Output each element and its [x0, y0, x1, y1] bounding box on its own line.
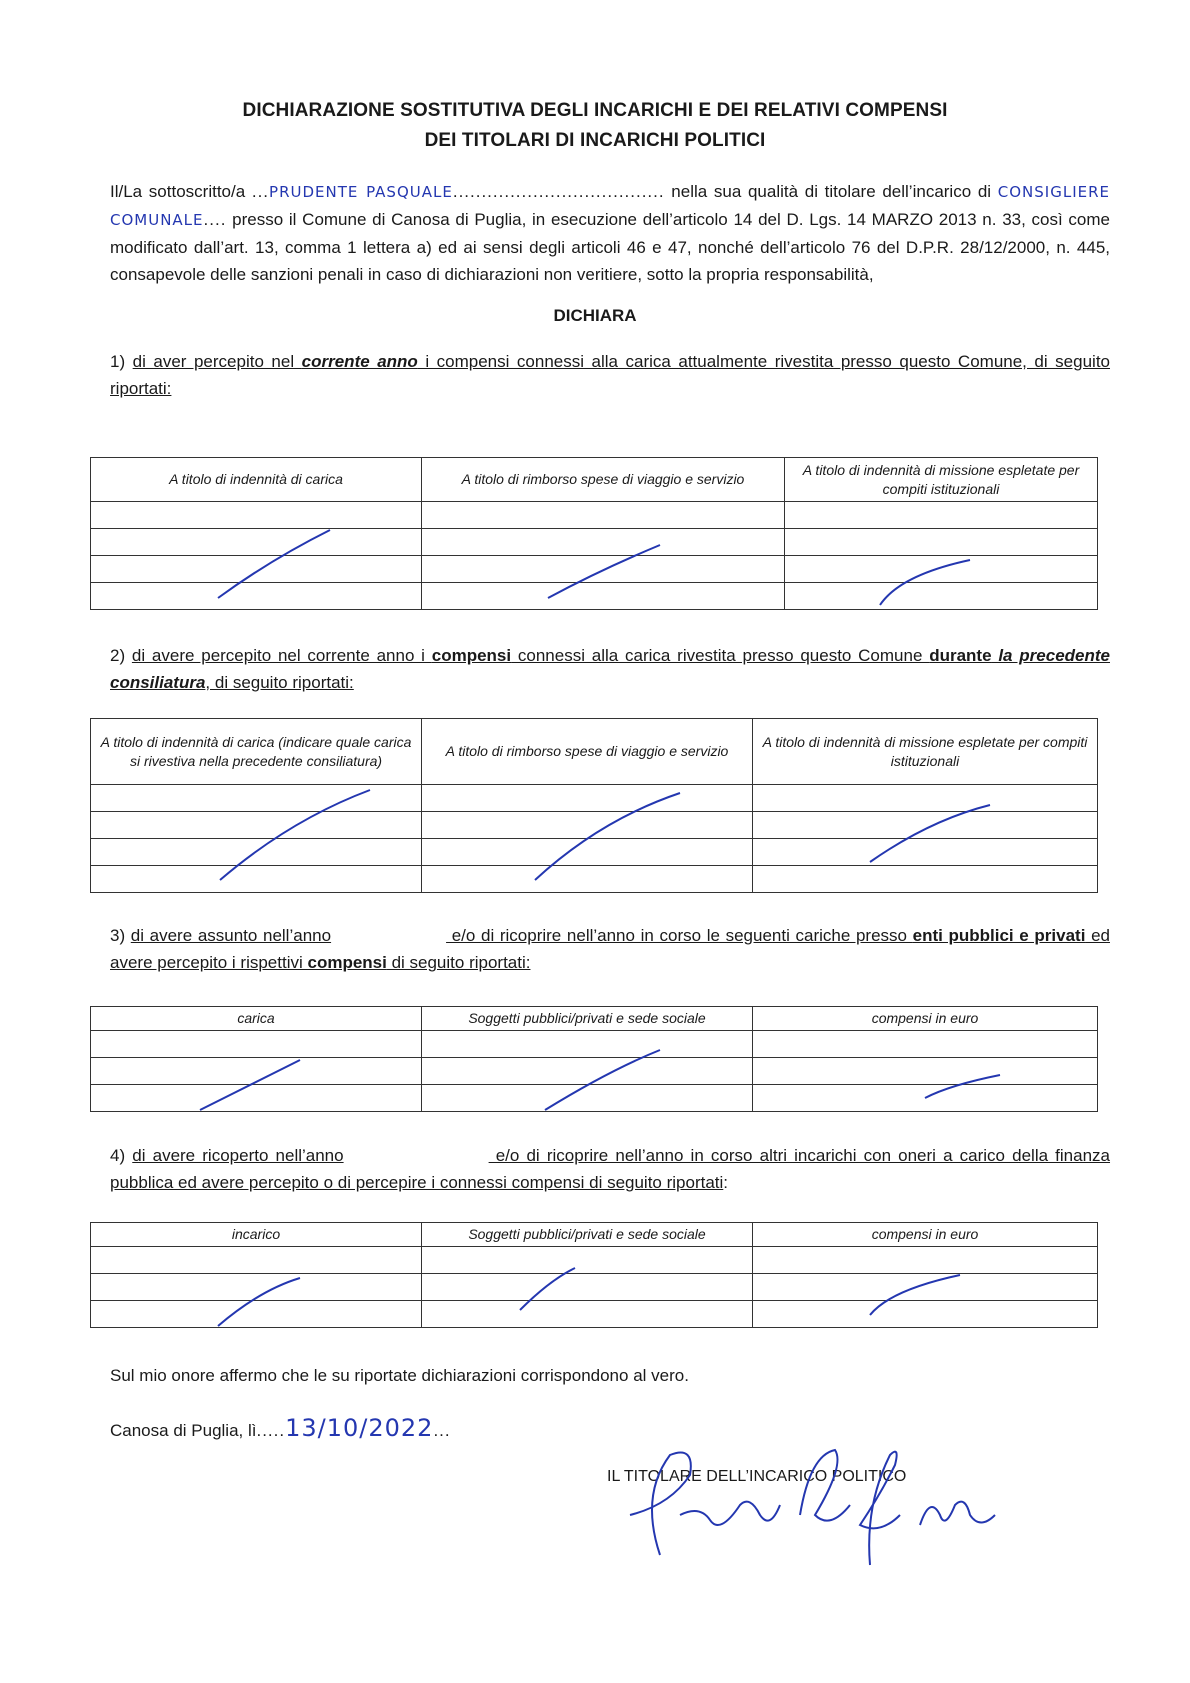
section-2-text [110, 642, 1110, 696]
table-cell[interactable] [785, 502, 1098, 529]
document-title: DICHIARAZIONE SOSTITUTIVA DEGLI INCARICHI E DEI RELATIVI COMPENSI [242, 100, 948, 121]
column-header: A titolo di indennità di carica (indicare quale carica si rivestiva nella precedente consiliatura) [91, 719, 422, 785]
section-3-text [110, 922, 1110, 976]
date-field[interactable]: 13/10/2022 [285, 1414, 434, 1442]
section-text: di avere ricoperto nell’anno [132, 1146, 344, 1165]
table-cell[interactable] [753, 812, 1098, 839]
table-row [91, 529, 1098, 556]
table-cell[interactable] [91, 502, 422, 529]
section-text: e/o di ricoprire nell’anno in corso le seguenti cariche presso [446, 926, 913, 945]
table-cell[interactable] [91, 1058, 422, 1085]
table-cell[interactable] [422, 529, 785, 556]
table-cell[interactable] [91, 839, 422, 866]
section-text-emphasis: la precedente consiliatura [110, 646, 1110, 692]
table-cell[interactable] [753, 866, 1098, 893]
column-header: carica [91, 1007, 422, 1031]
section-number: 2) [110, 646, 132, 665]
intro-prefix: Il/La sottoscritto/a [110, 182, 252, 201]
section-text: : [723, 1173, 729, 1192]
table-cell[interactable] [422, 1058, 753, 1085]
table-row [91, 502, 1098, 529]
declarant-name-field[interactable]: PRUDENTE PASQUALE [269, 183, 453, 201]
place-date-line: Canosa di Puglia, lì.....13/10/2022... [110, 1414, 451, 1442]
table-cell[interactable] [91, 529, 422, 556]
intro-paragraph: Il/La sottoscritto/a ...PRUDENTE PASQUALE..................................... nella sua qualità di titolare dell’incarico di CONSIGLIERE COMUNALE.... presso il Comune di Canosa di Puglia, in esecuzione dell’articolo 14 del D. Lgs. 14 MARZO 2013 n. 33, così come modificato dall’art. 13, comma 1 lettera a) ed ai sensi degli articoli 46 e 47, nonché dell’articolo 76 del D.P.R. 28/12/2000, n. 445, consapevole delle sanzioni penali in caso di dichiarazioni non veritiere, sotto la propria responsabilità, [110, 182, 1110, 284]
table-cell[interactable] [91, 1274, 422, 1301]
table-cell[interactable] [422, 785, 753, 812]
table-cell[interactable] [785, 529, 1098, 556]
section-text-emphasis: compensi [431, 646, 512, 665]
column-header: Soggetti pubblici/privati e sede sociale [422, 1007, 753, 1031]
place-label: Canosa di Puglia, lì [110, 1421, 257, 1440]
column-header: compensi in euro [753, 1007, 1098, 1031]
table-cell[interactable] [91, 1247, 422, 1274]
table-row [91, 866, 1098, 893]
table-cell[interactable] [422, 1274, 753, 1301]
table-cell[interactable] [753, 839, 1098, 866]
table-cell[interactable] [422, 839, 753, 866]
table-cell[interactable] [91, 1085, 422, 1112]
column-header: A titolo di rimborso spese di viaggio e servizio [422, 719, 753, 785]
table-cell[interactable] [91, 1301, 422, 1328]
table-cell[interactable] [753, 785, 1098, 812]
table-cell[interactable] [422, 1031, 753, 1058]
column-header: compensi in euro [753, 1223, 1098, 1247]
table-row [91, 1247, 1098, 1274]
section-text-emphasis: durante [929, 646, 992, 665]
table-row [91, 1031, 1098, 1058]
column-header: A titolo di rimborso spese di viaggio e servizio [422, 458, 785, 502]
section-text: e/o di ricoprire nell’anno in corso altri incarichi con oneri a carico della finanza pubblica ed avere percepito o di percepire i connessi compensi di seguito riportati [110, 1146, 1111, 1192]
column-header: A titolo di indennità di missione espletate per compiti istituzionali [785, 458, 1098, 502]
section-4-text [110, 1142, 1110, 1196]
column-header: incarico [91, 1223, 422, 1247]
section-text-emphasis: compensi [307, 953, 387, 972]
section-text: di avere assunto nell’anno [130, 926, 332, 945]
table-row [91, 1301, 1098, 1328]
table-row [91, 583, 1098, 610]
table-cell[interactable] [91, 1031, 422, 1058]
table-cell[interactable] [422, 866, 753, 893]
section-text-emphasis: enti pubblici e privati [912, 926, 1086, 945]
table-cell[interactable] [753, 1058, 1098, 1085]
document-subtitle: DEI TITOLARI DI INCARICHI POLITICI [424, 130, 766, 151]
table-cell[interactable] [91, 866, 422, 893]
table-cell[interactable] [91, 583, 422, 610]
table-row [91, 1085, 1098, 1112]
section-1-text [110, 348, 1110, 402]
section-number: 4) [110, 1146, 133, 1165]
section-text: connessi alla carica rivestita presso questo Comune [511, 646, 930, 665]
table-cell[interactable] [422, 812, 753, 839]
table-cell[interactable] [753, 1247, 1098, 1274]
table-cell[interactable] [422, 556, 785, 583]
section-text-emphasis: corrente anno [301, 352, 418, 371]
table-cell[interactable] [785, 583, 1098, 610]
section-text: di aver percepito nel [132, 352, 302, 371]
section-text: ed avere percepito i rispettivi [110, 926, 1110, 972]
table-row [91, 1274, 1098, 1301]
intro-after-name: nella sua qualità di titolare dell’incarico di [664, 182, 992, 201]
table-cell[interactable] [91, 556, 422, 583]
table-section-1 [90, 457, 1098, 610]
honor-statement: Sul mio onore affermo che le su riportate dichiarazioni corrispondono al vero. [110, 1366, 689, 1385]
table-section-4 [90, 1222, 1098, 1328]
section-text: di seguito riportati: [386, 953, 531, 972]
table-cell[interactable] [753, 1274, 1098, 1301]
section-number: 1) [110, 352, 133, 371]
table-section-3 [90, 1006, 1098, 1112]
table-row [91, 839, 1098, 866]
section-text: , di seguito riportati: [205, 673, 354, 692]
table-cell[interactable] [422, 1247, 753, 1274]
table-cell[interactable] [91, 812, 422, 839]
table-cell[interactable] [422, 502, 785, 529]
table-cell[interactable] [91, 785, 422, 812]
table-cell[interactable] [753, 1031, 1098, 1058]
table-row [91, 785, 1098, 812]
table-row [91, 1058, 1098, 1085]
table-cell[interactable] [422, 1085, 753, 1112]
section-text: di avere percepito nel corrente anno i [131, 646, 432, 665]
section-number: 3) [110, 926, 131, 945]
column-header: A titolo di indennità di missione espletate per compiti istituzionali [753, 719, 1098, 785]
signature [600, 1435, 1010, 1585]
section-text: i compensi connessi alla carica attualmente rivestita presso questo Comune, di seguito riportati: [110, 352, 1110, 398]
table-cell[interactable] [785, 556, 1098, 583]
table-section-2 [90, 718, 1098, 893]
table-row [91, 556, 1098, 583]
role-field[interactable]: CONSIGLIERE COMUNALE [110, 183, 1110, 229]
column-header: A titolo di indennità di carica [91, 458, 422, 502]
table-cell[interactable] [753, 1085, 1098, 1112]
declares-heading: DICHIARA [553, 306, 637, 325]
table-cell[interactable] [422, 1301, 753, 1328]
table-cell[interactable] [753, 1301, 1098, 1328]
table-cell[interactable] [422, 583, 785, 610]
signature-label: IL TITOLARE DELL’INCARICO POLITICO [607, 1468, 907, 1485]
intro-body: presso il Comune di Canosa di Puglia, in esecuzione dell’articolo 14 del D. Lgs. 14 MARZO 2013 n. 33, così come modificato dall’art. 13, comma 1 lettera a) ed ai sensi degli articoli 46 e 47, nonché dell’articolo 76 del D.P.R. 28/12/2000, n. 445, consapevole delle sanzioni penali in caso di dichiarazioni non veritiere, sotto la propria responsabilità, [110, 210, 1110, 284]
table-row [91, 812, 1098, 839]
column-header: Soggetti pubblici/privati e sede sociale [422, 1223, 753, 1247]
